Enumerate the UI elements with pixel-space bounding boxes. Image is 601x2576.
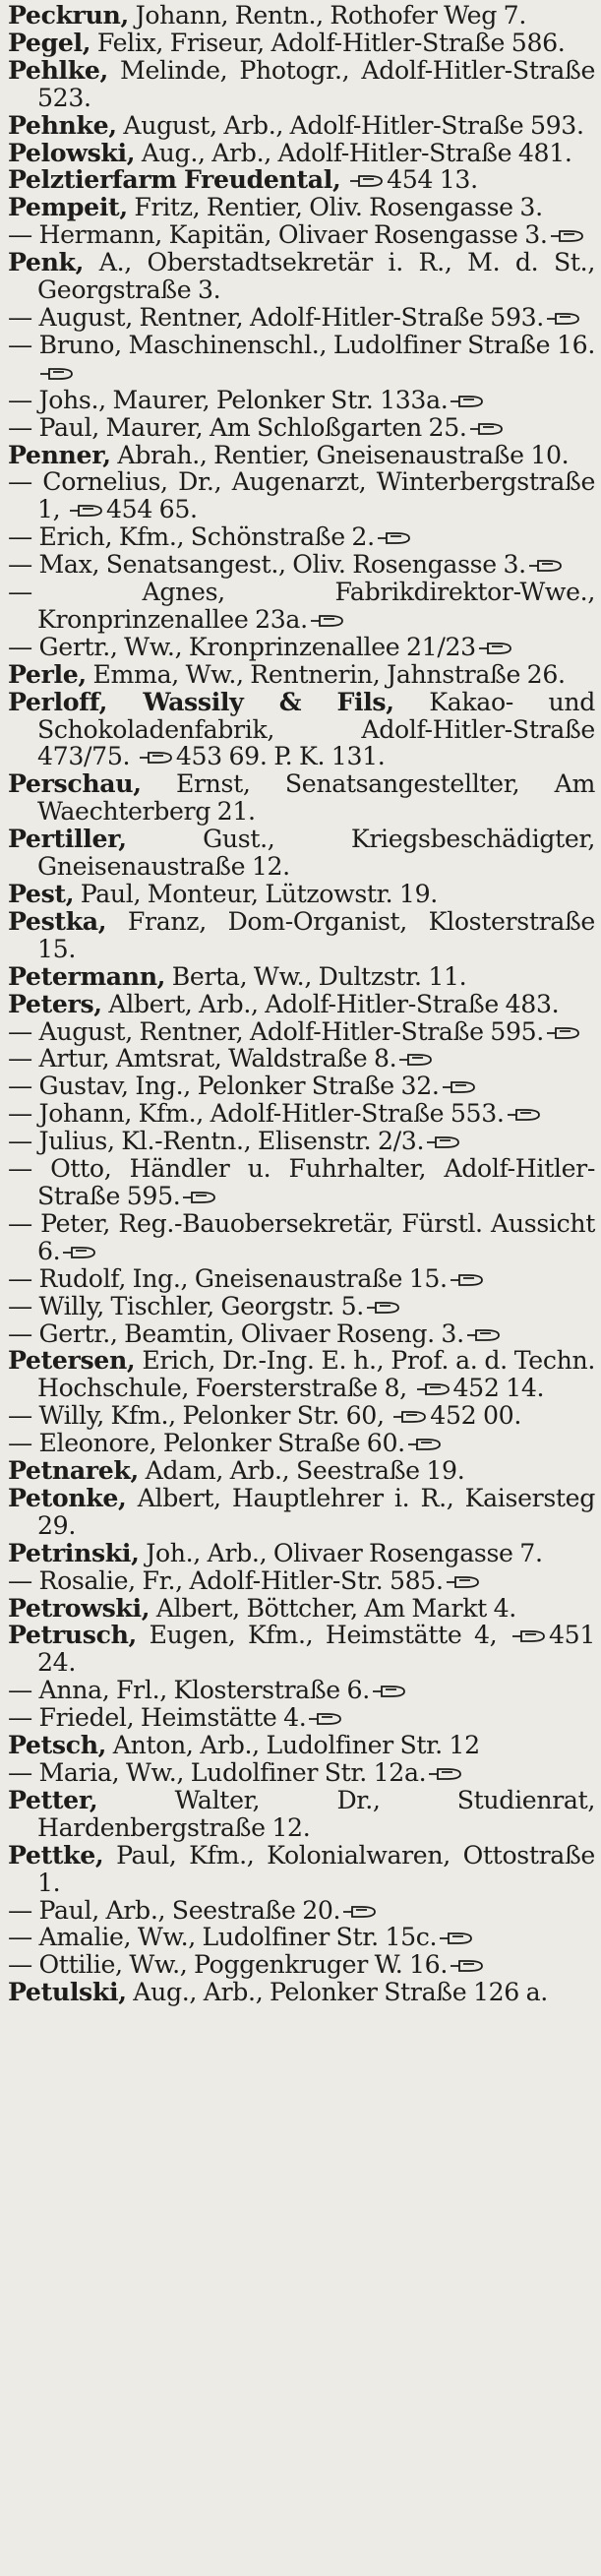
entry-details: — Johann, Kfm., Adolf-Hitler-Straße 553. xyxy=(8,1099,505,1129)
telephone-hand-icon xyxy=(450,393,485,410)
entry-details: Albert, Arb., Adolf-Hitler-Straße 483. xyxy=(101,989,560,1018)
directory-entry xyxy=(8,109,595,140)
directory-entry xyxy=(8,166,595,194)
entry-surname: Peckrun, xyxy=(8,0,129,30)
entry-surname: Petersen, xyxy=(8,1345,136,1376)
directory-entry xyxy=(8,1100,595,1128)
entry-details: — Amalie, Ww., Ludolfiner Str. 15c. xyxy=(8,1923,438,1952)
directory-entry xyxy=(8,304,595,332)
entry-surname: Petrusch, xyxy=(8,1620,137,1650)
directory-entry xyxy=(8,1704,595,1732)
entry-surname: Pehlke, xyxy=(8,54,108,85)
entry-details: A., Oberstadtsekretär i. R., M. d. St., Georgstraße 3. xyxy=(37,248,595,305)
entry-details: — Anna, Frl., Klosterstraße 6. xyxy=(8,1676,370,1705)
entry-surname: Penner, xyxy=(8,439,111,469)
entry-details: Abrah., Rentier, Gneisenaustraße 10. xyxy=(110,440,570,469)
telephone-hand-icon xyxy=(39,365,75,383)
entry-details: — Bruno, Maschinenschl., Ludolfiner Straße 16. xyxy=(8,330,595,359)
directory-entry xyxy=(8,1677,595,1704)
entry-surname: Perle, xyxy=(8,658,87,689)
entry-surname: Penk, xyxy=(8,247,85,277)
entry-details: — Paul, Arb., Seestraße 20. xyxy=(8,1895,341,1925)
directory-entry xyxy=(8,1592,595,1623)
entry-details: — Maria, Ww., Ludolfiner Str. 12a. xyxy=(8,1758,427,1787)
entry-details: — Paul, Maurer, Am Schloßgarten 25. xyxy=(8,412,467,442)
telephone-hand-icon xyxy=(439,1930,474,1947)
directory-entry xyxy=(8,249,595,304)
entry-details: Erich, Dr.-Ing. E. h., Prof. a. d. Techn. Hochschule, Foersterstraße 8, xyxy=(37,1346,595,1403)
entry-details: — August, Rentner, Adolf-Hitler-Straße 593. xyxy=(8,302,544,332)
entry-details: — Agnes, Fabrikdirektor-Wwe., Kronprinzenallee 23a. xyxy=(8,578,595,634)
directory-entry xyxy=(8,1155,595,1210)
directory-entry xyxy=(8,1567,595,1595)
entry-details: Aug., Arb., Adolf-Hitler-Straße 481. xyxy=(135,138,572,167)
directory-entry xyxy=(8,1732,595,1759)
entry-details: — Julius, Kl.-Rentn., Elisenstr. 2/3. xyxy=(8,1127,425,1156)
entry-phone: 454 65. xyxy=(106,495,198,524)
directory-entry xyxy=(8,1320,595,1348)
directory-entry xyxy=(8,579,595,634)
entry-details: — Gustav, Ing., Pelonker Straße 32. xyxy=(8,1072,440,1101)
directory-entry xyxy=(8,137,595,167)
entry-surname: Petulski, xyxy=(8,1977,127,2007)
directory-entry xyxy=(8,2,595,30)
directory-entry xyxy=(8,1622,595,1677)
telephone-hand-icon xyxy=(546,310,581,328)
directory-entry xyxy=(8,54,595,112)
telephone-hand-icon xyxy=(308,1710,343,1728)
telephone-hand-icon xyxy=(392,1408,428,1426)
telephone-hand-icon xyxy=(478,640,513,657)
telephone-hand-icon xyxy=(366,1299,401,1317)
directory-entry xyxy=(8,1457,595,1485)
entry-surname: Petsch, xyxy=(8,1730,107,1760)
entry-details-after: P. K. 131. xyxy=(267,742,386,771)
telephone-hand-icon xyxy=(377,529,412,547)
directory-entry xyxy=(8,1979,595,2006)
entry-surname: Pettke, xyxy=(8,1839,104,1870)
entry-surname: Petonke, xyxy=(8,1482,127,1512)
directory-entry xyxy=(8,1924,595,1951)
telephone-hand-icon xyxy=(398,1051,434,1069)
telephone-hand-icon xyxy=(466,1326,502,1344)
entry-details: — Artur, Amtsrat, Waldstraße 8. xyxy=(8,1044,397,1073)
directory-entry xyxy=(8,1430,595,1457)
directory-entry xyxy=(8,770,595,826)
directory-entry xyxy=(8,1951,595,1979)
entry-details: — Rudolf, Ing., Gneisenaustraße 15. xyxy=(8,1263,448,1293)
entry-surname: Petermann, xyxy=(8,960,166,991)
entry-surname: Peters, xyxy=(8,988,102,1018)
telephone-hand-icon xyxy=(182,1189,217,1206)
entry-surname: Petrowski, xyxy=(8,1592,150,1623)
telephone-hand-icon xyxy=(450,1957,485,1975)
directory-entry xyxy=(8,1073,595,1100)
directory-entry xyxy=(8,194,595,221)
telephone-hand-icon xyxy=(428,1765,463,1783)
directory-entry xyxy=(8,27,595,57)
entry-details: — Otto, Händler u. Fuhrhalter, Adolf-Hitler-Straße 595. xyxy=(8,1154,595,1210)
directory-entry xyxy=(8,414,595,442)
entry-details: — Cornelius, Dr., Augenarzt, Winterbergstraße 1, xyxy=(8,467,595,524)
entry-details: — Rosalie, Fr., Adolf-Hitler-Str. 585. xyxy=(8,1565,444,1595)
entry-details: — Johs., Maurer, Pelonker Str. 133a. xyxy=(8,385,449,414)
entry-details: Eugen, Kfm., Heimstätte 4, xyxy=(136,1621,510,1650)
entry-details: Melinde, Photogr., Adolf-Hitler-Straße 523. xyxy=(37,55,595,112)
directory-entry xyxy=(8,686,595,771)
directory-entry xyxy=(8,1128,595,1155)
telephone-hand-icon xyxy=(507,1106,542,1124)
entry-details: Joh., Arb., Olivaer Rosengasse 7. xyxy=(139,1538,543,1567)
entry-details: Ernst, Senatsangestellter, Am Waechterberg 21. xyxy=(37,769,595,827)
entry-details: — Hermann, Kapitän, Olivaer Rosengasse 3. xyxy=(8,220,548,250)
entry-surname: Pertiller, xyxy=(8,824,127,854)
telephone-hand-icon xyxy=(372,1683,407,1700)
directory-entry xyxy=(8,1293,595,1320)
telephone-hand-icon xyxy=(550,227,585,245)
entry-details: — Ottilie, Ww., Poggenkruger W. 16. xyxy=(8,1950,449,1980)
entry-details: Emma, Ww., Rentnerin, Jahnstraße 26. xyxy=(86,659,566,689)
telephone-hand-icon xyxy=(442,1078,477,1096)
entry-details xyxy=(340,165,347,194)
directory-entry xyxy=(8,387,595,414)
entry-surname: Petter, xyxy=(8,1784,98,1814)
telephone-hand-icon xyxy=(416,1380,451,1398)
directory-entry xyxy=(8,634,595,661)
telephone-hand-icon xyxy=(469,420,505,438)
entry-phone: 454 13. xyxy=(387,165,478,195)
entry-details: Paul, Monteur, Lützowstr. 19. xyxy=(74,880,438,908)
directory-entry xyxy=(8,1784,595,1842)
entry-phone: 451 24. xyxy=(37,1621,595,1678)
entry-details: — Willy, Kfm., Pelonker Str. 60, xyxy=(8,1401,391,1431)
entry-details: Walter, Dr., Studienrat, Hardenbergstraße 12. xyxy=(37,1785,595,1842)
telephone-hand-icon xyxy=(446,1573,481,1591)
entry-details: Anton, Arb., Ludolfiner Str. 12 xyxy=(106,1731,480,1760)
directory-entry xyxy=(8,439,595,469)
directory-entry xyxy=(8,960,595,991)
entry-details: — Erich, Kfm., Schönstraße 2. xyxy=(8,522,375,552)
entry-surname: Pegel, xyxy=(8,27,91,57)
entry-details: Kakao- und Schokoladenfabrik, Adolf-Hitler-Straße 473/75. xyxy=(37,687,595,771)
directory-entry xyxy=(8,1402,595,1430)
entry-surname: Petrinski, xyxy=(8,1537,140,1567)
entry-details: — Friedel, Heimstätte 4. xyxy=(8,1703,307,1733)
entry-details: — Max, Senatsangest., Oliv. Rosengasse 3. xyxy=(8,550,526,580)
entry-surname: Pehnke, xyxy=(8,109,117,140)
entry-surname: Pelztierfarm Freudental, xyxy=(8,164,341,195)
directory-entry xyxy=(8,826,595,881)
directory-entry xyxy=(8,523,595,551)
telephone-hand-icon xyxy=(69,502,104,520)
entry-details: Adam, Arb., Seestraße 19. xyxy=(138,1456,465,1486)
entry-details: Gust., Kriegsbeschädigter, Gneisenaustraße 12. xyxy=(37,825,595,882)
entry-details: Berta, Ww., Dultzstr. 11. xyxy=(165,961,467,991)
entry-surname: Pest, xyxy=(8,879,75,908)
directory-entry xyxy=(8,1018,595,1046)
directory-entry xyxy=(8,1537,595,1567)
directory-entry xyxy=(8,1759,595,1787)
entry-details: Franz, Dom-Organist, Klosterstraße 15. xyxy=(37,906,595,963)
directory-entry xyxy=(8,881,595,908)
directory-entry xyxy=(8,1347,595,1402)
entry-details: — Willy, Tischler, Georgstr. 5. xyxy=(8,1291,364,1320)
entry-details: — Eleonore, Pelonker Straße 60. xyxy=(8,1429,405,1458)
telephone-hand-icon xyxy=(139,749,174,767)
telephone-hand-icon xyxy=(450,1271,485,1289)
entry-details: — Gertr., Ww., Kronprinzenallee 21/23 xyxy=(8,632,476,661)
entry-phone: 453 69. xyxy=(175,742,268,771)
entry-surname: Perschau, xyxy=(8,768,142,799)
telephone-hand-icon xyxy=(546,1024,581,1042)
entry-surname: Pempeit, xyxy=(8,192,128,222)
entry-details: — August, Rentner, Adolf-Hitler-Straße 595. xyxy=(8,1016,544,1046)
directory-entry xyxy=(8,1897,595,1925)
directory-entry xyxy=(8,332,595,387)
telephone-hand-icon xyxy=(426,1134,461,1151)
telephone-hand-icon xyxy=(342,1903,378,1921)
entry-phone: 452 00. xyxy=(430,1401,521,1431)
directory-entry xyxy=(8,551,595,579)
entry-details: Felix, Friseur, Adolf-Hitler-Straße 586. xyxy=(90,28,566,57)
directory-entry xyxy=(8,988,595,1018)
directory-entry xyxy=(8,1839,595,1897)
telephone-hand-icon xyxy=(528,557,564,575)
telephone-hand-icon xyxy=(511,1627,547,1645)
telephone-hand-icon xyxy=(349,172,385,190)
directory-entry xyxy=(8,1482,595,1540)
directory-entry xyxy=(8,468,595,523)
entry-details: Paul, Kfm., Kolonialwaren, Ottostraße 1. xyxy=(37,1840,595,1897)
entry-details: Aug., Arb., Pelonker Straße 126 a. xyxy=(126,1978,548,2007)
telephone-hand-icon xyxy=(407,1436,443,1453)
telephone-hand-icon xyxy=(310,612,345,630)
directory-entry xyxy=(8,1045,595,1073)
entry-details: August, Arb., Adolf-Hitler-Straße 593. xyxy=(116,110,584,140)
entry-details: — Gertr., Beamtin, Olivaer Roseng. 3. xyxy=(8,1319,464,1348)
entry-details: — Peter, Reg.-Bauobersekretär, Fürstl. Aussicht 6. xyxy=(8,1208,595,1265)
entry-details: Albert, Böttcher, Am Markt 4. xyxy=(150,1593,516,1623)
directory-entry xyxy=(8,221,595,249)
directory-entry xyxy=(8,658,595,689)
directory-entry xyxy=(8,1265,595,1293)
telephone-hand-icon xyxy=(62,1244,97,1261)
directory-entry xyxy=(8,1210,595,1265)
entry-phone: 452 14. xyxy=(452,1374,545,1403)
entry-details: Albert, Hauptlehrer i. R., Kaisersteg 29. xyxy=(37,1483,595,1540)
entry-surname: Perloff, Wassily & Fils, xyxy=(8,686,394,716)
entry-details: Fritz, Rentier, Oliv. Rosengasse 3. xyxy=(127,193,543,222)
entry-details: Johann, Rentn., Rothofer Weg 7. xyxy=(128,1,526,30)
entry-surname: Pestka, xyxy=(8,905,107,936)
entry-surname: Pelowski, xyxy=(8,137,136,167)
directory-entry xyxy=(8,905,595,963)
entry-surname: Petnarek, xyxy=(8,1455,139,1486)
